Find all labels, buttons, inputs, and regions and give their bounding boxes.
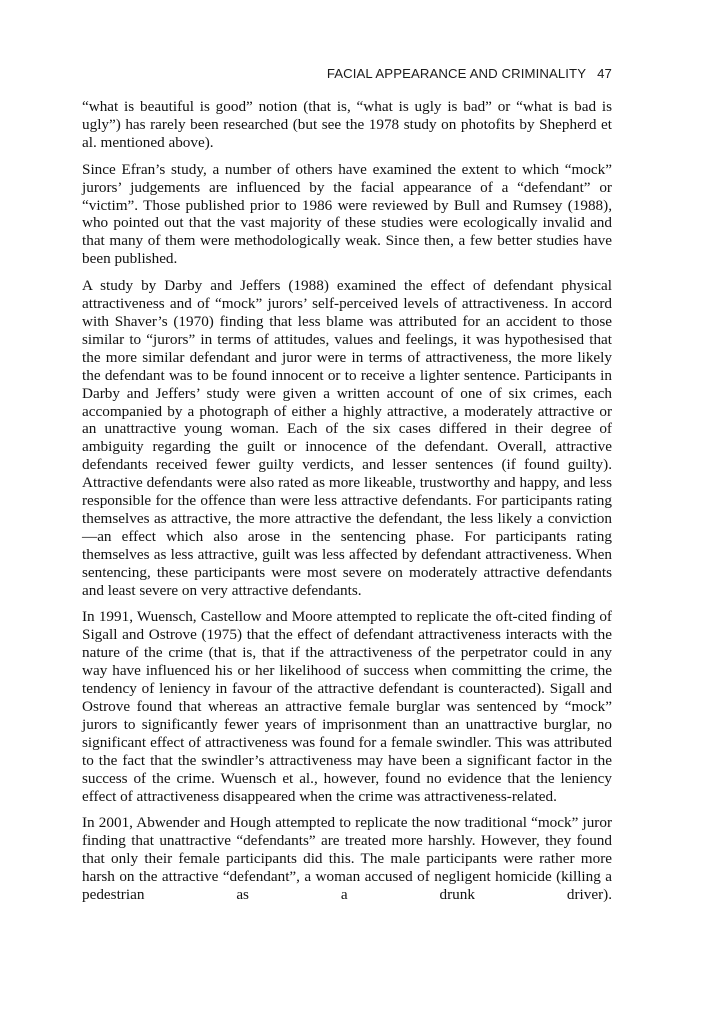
paragraph-efran-followups: Since Efran’s study, a number of others have examined the extent to which “mock” jurors’ judgements are influenced by the facial appearance of a “defendant” or “victim”. Those published prior to 1986 were reviewed by Bull and Rumsey (1988), who pointed out that the vast majority of these studies were ecologically invalid and that many of them were methodologically weak. Since then, a few better studies have been published.	[82, 160, 612, 268]
paragraph-continuation: “what is beautiful is good” notion (that is, “what is ugly is bad” or “what is bad is ugly”) has rarely been researched (but see the 1978 study on photofits by Shepherd et al. mentioned above).	[82, 98, 612, 151]
paragraph-abwender-hough: In 2001, Abwender and Hough attempted to replicate the now traditional “mock” juror finding that unattractive “defendants” are treated more harshly. However, they found that only their female participants did this. The male participants were rather more harsh on the attractive “defendant”, a woman accused of negligent homicide (killing a pedestrian as a drunk driver).	[82, 814, 612, 904]
running-head	[327, 66, 612, 81]
paragraph-wuensch: In 1991, Wuensch, Castellow and Moore attempted to replicate the oft-cited finding of Sigall and Ostrove (1975) that the effect of defendant attractiveness interacts with the nature of the crime (that is, that if the attractiveness of the perpetrator could in any way have influenced his or her likelihood of success when committing the crime, the tendency of leniency in favour of the attractive defendant is counteracted). Sigall and Ostrove found that whereas an attractive female burglar was sentenced by “mock” jurors to significantly fewer years of imprisonment than an unattractive burglar, no significant effect of attractiveness was found for a female swindler. This was attributed to the fact that the swindler’s attractiveness may have been a significant factor in the success of the crime. Wuensch et al., however, found no evidence that the leniency effect of attractiveness disappeared when the crime was attractiveness-related.	[82, 608, 612, 805]
page-number: 47	[597, 66, 612, 81]
body-text	[82, 98, 612, 904]
running-title: FACIAL APPEARANCE AND CRIMINALITY	[326, 66, 587, 81]
paragraph-darby-jeffers: A study by Darby and Jeffers (1988) examined the effect of defendant physical attractiveness and of “mock” jurors’ self-perceived levels of attractiveness. In accord with Shaver’s (1970) finding that less blame was attributed for an accident to those similar to “jurors” in terms of attitudes, values and feelings, it was hypothesised that the more similar defendant and juror were in terms of attractiveness, the more likely the defendant was to be found innocent or to receive a lighter sentence. Participants in Darby and Jeffers’ study were given a written account of one of six crimes, each accompanied by a photograph of either a highly attractive, a moderately attractive or an unattractive young woman. Each of the six cases differed in their degree of ambiguity regarding the guilt or innocence of the defendant. Overall, attractive defendants received fewer guilty verdicts, and lesser sentences (if found guilty). Attractive defendants were also rated as more likeable, trustworthy and happy, and less responsible for the offence than were less attractive defendants. For participants rating themselves as attractive, the more attractive the defendant, the less likely a conviction—an effect which also arose in the sentencing phase. For participants rating themselves as less attractive, guilt was less affected by defendant attractiveness. When sentencing, these participants were most severe on moderately attractive defendants and least severe on very attractive defendants.	[82, 277, 612, 599]
